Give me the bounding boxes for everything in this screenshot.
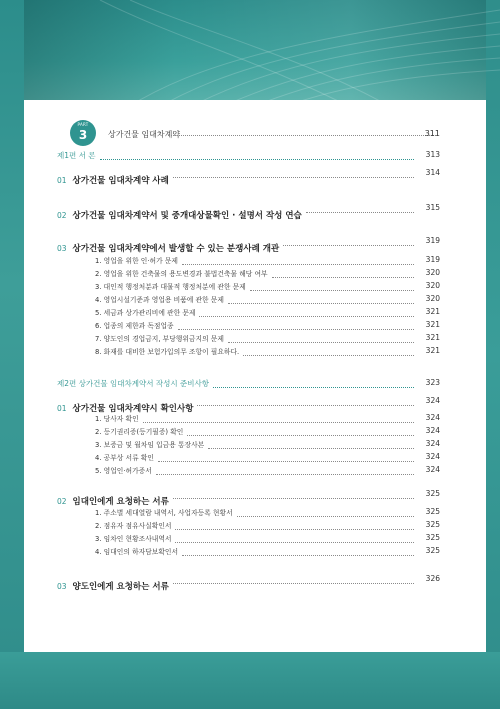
leader-dots: [187, 435, 414, 436]
chapter-label: [57, 203, 302, 222]
toc-sub-item[interactable]: [95, 294, 440, 308]
toc-sub-item[interactable]: [95, 520, 440, 534]
page-number: 324: [425, 396, 440, 405]
chapter-number: 01: [57, 404, 67, 413]
page-number: 324: [425, 413, 440, 422]
leader-dots: [213, 387, 414, 388]
sub-item-title: 2. 점유자 점유사실확인서: [95, 522, 172, 530]
part-heading-title: 제1편 서 론: [57, 151, 96, 160]
chapter-label: [57, 574, 169, 593]
leader-dots: [250, 290, 414, 291]
leader-dots: [158, 461, 414, 462]
leader-dots: [173, 498, 414, 499]
sub-item-title: 3. 임차인 현황조사내역서: [95, 535, 172, 543]
page-number: 325: [425, 507, 440, 516]
toc-sub-item[interactable]: [95, 307, 440, 321]
leader-dots: [173, 177, 414, 178]
leader-dots: [182, 264, 414, 265]
toc-sub-item[interactable]: [95, 268, 440, 282]
toc-sub-item[interactable]: [95, 533, 440, 547]
sub-item-title: 2. 등기권리증(등기필증) 확인: [95, 428, 184, 436]
leader-dots: [208, 448, 414, 449]
sub-item-title: 4. 임대인의 하자담보확인서: [95, 548, 179, 556]
part-header: [70, 120, 440, 146]
toc-chapter[interactable]: [57, 236, 440, 254]
page-number: 320: [425, 281, 440, 290]
footer-band: [0, 652, 500, 709]
page-number: 319: [425, 255, 440, 264]
chapter-title: 임대인에게 요청하는 서류: [72, 497, 169, 507]
sub-item-title: 3. 보증금 및 월차임 입금용 통장사본: [95, 441, 205, 449]
toc-chapter[interactable]: [57, 203, 440, 221]
leader-dots: [178, 329, 414, 330]
toc-sub-item[interactable]: [95, 413, 440, 427]
page-number: 321: [425, 320, 440, 329]
toc-sub-item[interactable]: [95, 426, 440, 440]
page-number: 320: [425, 268, 440, 277]
leader-dots: [199, 316, 414, 317]
page-number: 325: [425, 546, 440, 555]
sub-item-title: 1. 당사자 확인: [95, 415, 139, 423]
toc-part-heading[interactable]: [57, 150, 440, 164]
leader-dots: [228, 342, 414, 343]
page-number: 315: [425, 203, 440, 212]
chapter-title: 상가건물 임대차계약에서 발생할 수 있는 분쟁사례 개관: [72, 244, 280, 254]
toc-sub-item[interactable]: [95, 333, 440, 347]
sub-item-title: 1. 영업을 위한 인·허가 문제: [95, 257, 178, 265]
page-number: 313: [425, 150, 440, 159]
chapter-title: 상가건물 임대차계약서 및 중개대상물확인 · 설명서 작성 연습: [72, 211, 302, 221]
leader-dots: [306, 212, 414, 213]
page-number: 320: [425, 294, 440, 303]
leader-dots: [168, 135, 436, 136]
leader-dots: [156, 474, 414, 475]
part-page-number: 311: [424, 129, 440, 138]
part-title: 상가건물 임대차계약: [108, 130, 181, 139]
leader-dots: [182, 555, 414, 556]
toc-sub-item[interactable]: [95, 346, 440, 360]
chapter-label: [57, 489, 169, 508]
sub-item-title: 8. 화재를 대비한 보험가입의무 조항이 필요하다.: [95, 348, 240, 356]
page-number: 324: [425, 426, 440, 435]
leader-dots: [197, 405, 414, 406]
page-number: 323: [425, 378, 440, 387]
chapter-number: 02: [57, 497, 67, 506]
leader-dots: [228, 303, 414, 304]
page-number: 321: [425, 333, 440, 342]
toc-sub-item[interactable]: [95, 320, 440, 334]
chapter-title: 양도인에게 요청하는 서류: [72, 582, 169, 592]
chapter-title: 상가건물 임대차계약시 확인사항: [72, 404, 194, 414]
leader-dots: [173, 583, 414, 584]
page-number: 325: [425, 489, 440, 498]
leader-dots: [272, 277, 414, 278]
page-number: 324: [425, 452, 440, 461]
leader-dots: [243, 355, 414, 356]
page-number: 325: [425, 520, 440, 529]
page-number: 324: [425, 439, 440, 448]
toc-sub-item[interactable]: [95, 255, 440, 269]
toc-chapter[interactable]: [57, 489, 440, 507]
page-number: 321: [425, 307, 440, 316]
leader-dots: [100, 159, 414, 160]
chapter-number: 02: [57, 211, 67, 220]
toc-sub-item[interactable]: [95, 439, 440, 453]
sub-item-title: 5. 영업인·허가증서: [95, 467, 152, 475]
chapter-label: [57, 168, 169, 187]
page-number: 319: [425, 236, 440, 245]
wave-decoration: [0, 0, 500, 112]
toc-sub-item[interactable]: [95, 507, 440, 521]
sub-item-title: 3. 대인적 행정처분과 대물적 행정처분에 관한 문제: [95, 283, 246, 291]
toc-part-heading[interactable]: [57, 378, 440, 392]
page-number: 321: [425, 346, 440, 355]
chapter-label: [57, 236, 279, 255]
toc-chapter[interactable]: [57, 574, 440, 592]
page-number: 326: [425, 574, 440, 583]
toc-sub-item[interactable]: [95, 281, 440, 295]
page-number: 325: [425, 533, 440, 542]
chapter-number: 01: [57, 176, 67, 185]
chapter-number: 03: [57, 582, 67, 591]
part-heading-title: 제2편 상가건물 임대차계약서 작성시 준비사항: [57, 379, 209, 388]
chapter-number: 03: [57, 244, 67, 253]
sub-item-title: 1. 주소별 세대열람 내역서, 사업자등록 현황서: [95, 509, 233, 517]
leader-dots: [175, 542, 414, 543]
toc-sub-item[interactable]: [95, 546, 440, 560]
toc-sub-item[interactable]: [95, 452, 440, 466]
leader-dots: [283, 245, 414, 246]
chapter-title: 상가건물 임대차계약 사례: [72, 176, 169, 186]
sub-item-title: 6. 업종의 제한과 독점업종: [95, 322, 174, 330]
toc-chapter[interactable]: [57, 396, 440, 414]
sub-item-title: 4. 영업시설기준과 영업용 비품에 관한 문제: [95, 296, 224, 304]
sub-item-title: 5. 세금과 상가관리비에 관한 문제: [95, 309, 196, 317]
part-label: PART: [77, 122, 89, 127]
leader-dots: [175, 529, 414, 530]
sub-item-title: 2. 영업을 위한 건축물의 용도변경과 불법건축물 해당 여부: [95, 270, 268, 278]
leader-dots: [237, 516, 414, 517]
sub-item-title: 7. 양도인의 경업금지, 부당행위금지의 문제: [95, 335, 224, 343]
toc-chapter[interactable]: [57, 168, 440, 186]
sub-item-title: 4. 공부상 서류 확인: [95, 454, 154, 462]
page-number: 314: [425, 168, 440, 177]
leader-dots: [143, 422, 414, 423]
toc-sub-item[interactable]: [95, 465, 440, 479]
part-badge: [70, 120, 96, 146]
part-number: 3: [78, 128, 88, 142]
page-number: 324: [425, 465, 440, 474]
